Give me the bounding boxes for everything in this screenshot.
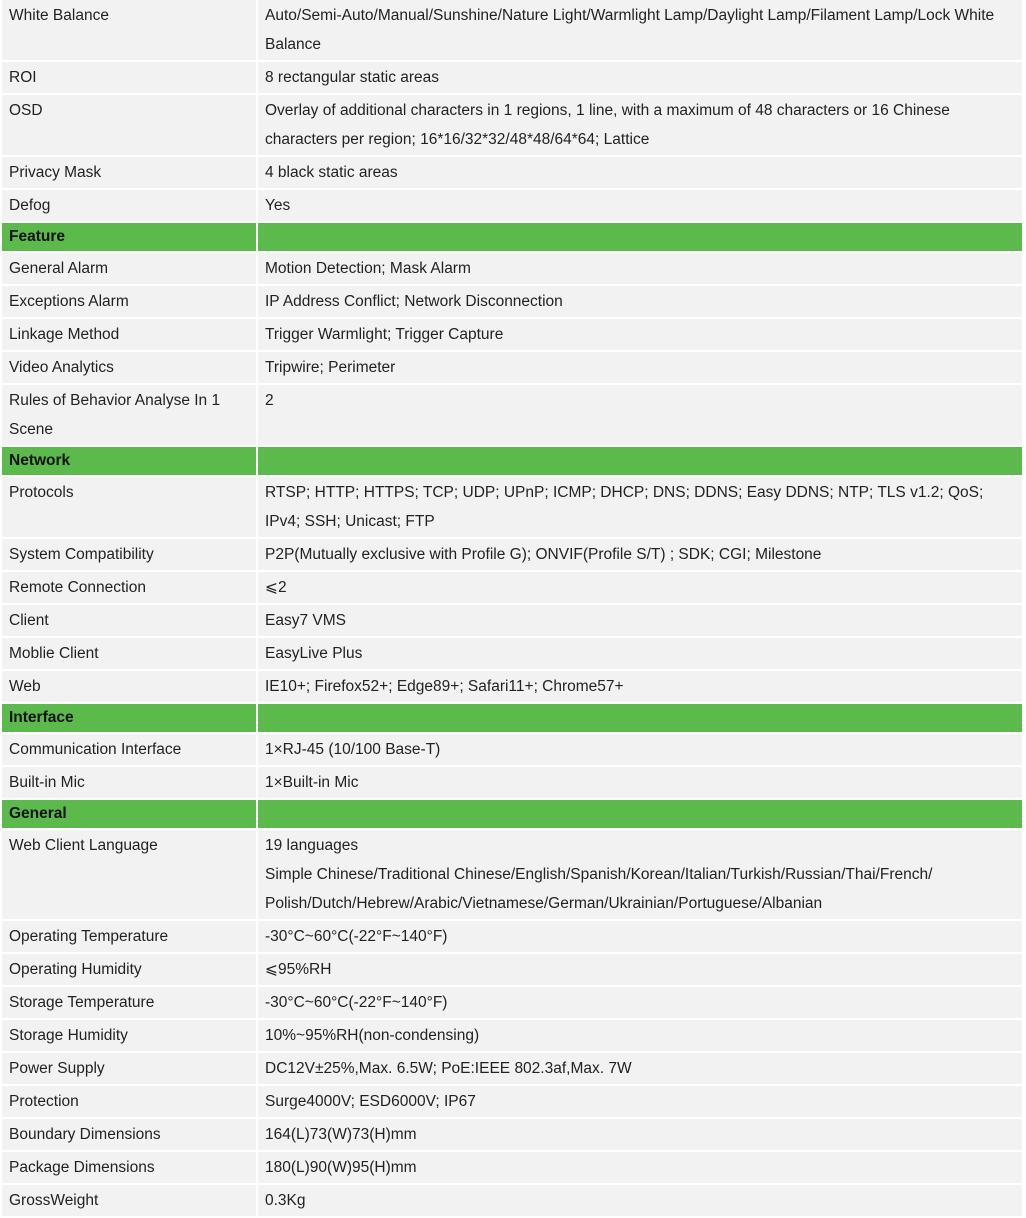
spec-value-text: 4 black static areas — [265, 164, 398, 181]
section-header-row — [2, 223, 1022, 251]
spec-value — [258, 477, 1022, 537]
spec-row — [2, 190, 1022, 221]
spec-row — [2, 319, 1022, 350]
spec-value-text: DC12V±25%,Max. 6.5W; PoE:IEEE 802.3af,Max. 7W — [265, 1060, 632, 1077]
spec-value-text: 180(L)90(W)95(H)mm — [265, 1159, 417, 1176]
spec-value — [258, 95, 1022, 155]
spec-value-text: 0.3Kg — [265, 1192, 306, 1209]
spec-label: Video Analytics — [2, 352, 258, 383]
spec-label: OSD — [2, 95, 258, 155]
spec-label: ROI — [2, 62, 258, 93]
spec-value — [258, 319, 1022, 350]
spec-value — [258, 0, 1022, 60]
spec-row — [2, 0, 1022, 60]
spec-label: Exceptions Alarm — [2, 286, 258, 317]
spec-value-text: Tripwire; Perimeter — [265, 359, 396, 376]
spec-value-text: P2P(Mutually exclusive with Profile G); ONVIF(Profile S/T) ; SDK; CGI; Milestone — [265, 546, 822, 563]
spec-value-text: Auto/Semi-Auto/Manual/Sunshine/Nature Light/Warmlight Lamp/Daylight Lamp/Filament Lamp/Lock White Balance — [265, 7, 995, 53]
spec-row — [2, 830, 1022, 919]
spec-value-text: Easy7 VMS — [265, 612, 346, 629]
section-title: General — [2, 800, 258, 828]
spec-value — [258, 734, 1022, 765]
spec-value-text: Trigger Warmlight; Trigger Capture — [265, 326, 504, 343]
spec-value — [258, 1152, 1022, 1183]
spec-label: Operating Temperature — [2, 921, 258, 952]
section-header-row — [2, 800, 1022, 828]
spec-value-text: IP Address Conflict; Network Disconnection — [265, 293, 563, 310]
spec-value — [258, 352, 1022, 383]
spec-value — [258, 830, 1022, 919]
spec-label: Protection — [2, 1086, 258, 1117]
spec-label: System Compatibility — [2, 539, 258, 570]
spec-row — [2, 1086, 1022, 1117]
section-title: Network — [2, 447, 258, 475]
spec-row — [2, 1020, 1022, 1051]
spec-row — [2, 95, 1022, 155]
section-header-filler — [258, 223, 1022, 251]
spec-label: Remote Connection — [2, 572, 258, 603]
spec-row — [2, 572, 1022, 603]
spec-label: Package Dimensions — [2, 1152, 258, 1183]
spec-label: Built-in Mic — [2, 767, 258, 798]
spec-value — [258, 671, 1022, 702]
spec-value — [258, 286, 1022, 317]
spec-row — [2, 477, 1022, 537]
section-header-filler — [258, 447, 1022, 475]
spec-value-text: 8 rectangular static areas — [265, 69, 440, 86]
spec-value-text: 10%~95%RH(non-condensing) — [265, 1027, 480, 1044]
spec-label: Defog — [2, 190, 258, 221]
spec-label: Power Supply — [2, 1053, 258, 1084]
spec-value — [258, 638, 1022, 669]
spec-label: Linkage Method — [2, 319, 258, 350]
spec-label: Operating Humidity — [2, 954, 258, 985]
spec-value — [258, 605, 1022, 636]
spec-value-text: ⩽95%RH — [265, 961, 332, 978]
spec-value — [258, 385, 1022, 445]
spec-value-text: RTSP; HTTP; HTTPS; TCP; UDP; UPnP; ICMP; DHCP; DNS; DDNS; Easy DDNS; NTP; TLS v1.2; QoS; IPv4; SSH; Unicast; FTP — [265, 484, 984, 530]
spec-value — [258, 767, 1022, 798]
section-header-filler — [258, 704, 1022, 732]
spec-row — [2, 987, 1022, 1018]
spec-label: Web — [2, 671, 258, 702]
spec-label: Moblie Client — [2, 638, 258, 669]
spec-value-line: Simple Chinese/Traditional Chinese/English/Spanish/Korean/Italian/Turkish/Russian/Thai/French/ — [265, 866, 933, 883]
spec-value-line: Polish/Dutch/Hebrew/Arabic/Vietnamese/German/Ukrainian/Portuguese/Albanian — [265, 895, 823, 912]
spec-label: Storage Temperature — [2, 987, 258, 1018]
section-header-row — [2, 704, 1022, 732]
spec-value — [258, 1053, 1022, 1084]
spec-value — [258, 1119, 1022, 1150]
spec-value — [258, 253, 1022, 284]
spec-value — [258, 954, 1022, 985]
spec-label: Web Client Language — [2, 830, 258, 919]
spec-value — [258, 539, 1022, 570]
spec-value-text: 1×Built-in Mic — [265, 774, 359, 791]
spec-row — [2, 352, 1022, 383]
spec-label: Protocols — [2, 477, 258, 537]
spec-row — [2, 1119, 1022, 1150]
spec-row — [2, 954, 1022, 985]
spec-label: Storage Humidity — [2, 1020, 258, 1051]
spec-label: Rules of Behavior Analyse In 1 Scene — [2, 385, 258, 445]
spec-label: GrossWeight — [2, 1185, 258, 1216]
spec-value-text: 2 — [265, 392, 274, 409]
spec-value — [258, 987, 1022, 1018]
spec-label: White Balance — [2, 0, 258, 60]
spec-value-text: -30°C~60°C(-22°F~140°F) — [265, 928, 448, 945]
spec-row — [2, 638, 1022, 669]
spec-label: Privacy Mask — [2, 157, 258, 188]
spec-row — [2, 734, 1022, 765]
spec-row — [2, 1152, 1022, 1183]
spec-value — [258, 1086, 1022, 1117]
spec-row — [2, 1053, 1022, 1084]
spec-value-text: 164(L)73(W)73(H)mm — [265, 1126, 417, 1143]
spec-value-text: ⩽2 — [265, 579, 287, 596]
spec-value-text: Surge4000V; ESD6000V; IP67 — [265, 1093, 476, 1110]
spec-row — [2, 1185, 1022, 1216]
section-header-filler — [258, 800, 1022, 828]
spec-value-text: 1×RJ-45 (10/100 Base-T) — [265, 741, 441, 758]
spec-value — [258, 1020, 1022, 1051]
spec-value — [258, 157, 1022, 188]
spec-value-text: 19 languages — [265, 837, 359, 854]
section-title: Feature — [2, 223, 258, 251]
spec-value — [258, 62, 1022, 93]
spec-value-text: -30°C~60°C(-22°F~140°F) — [265, 994, 448, 1011]
spec-row — [2, 286, 1022, 317]
section-header-row — [2, 447, 1022, 475]
spec-row — [2, 605, 1022, 636]
spec-value — [258, 1185, 1022, 1216]
spec-value — [258, 921, 1022, 952]
spec-row — [2, 539, 1022, 570]
spec-label: Boundary Dimensions — [2, 1119, 258, 1150]
spec-table-body — [2, 0, 1022, 1216]
spec-label: Communication Interface — [2, 734, 258, 765]
spec-row — [2, 385, 1022, 445]
spec-value-text: EasyLive Plus — [265, 645, 363, 662]
spec-value — [258, 190, 1022, 221]
spec-row — [2, 671, 1022, 702]
spec-row — [2, 253, 1022, 284]
spec-value-text: Overlay of additional characters in 1 regions, 1 line, with a maximum of 48 characters or 16 Chinese characters per region; 16*16/32*32/48*48/64*64; Lattice — [265, 102, 950, 148]
spec-row — [2, 157, 1022, 188]
section-title: Interface — [2, 704, 258, 732]
spec-row — [2, 921, 1022, 952]
spec-value-text: Yes — [265, 197, 291, 214]
spec-value-text: IE10+; Firefox52+; Edge89+; Safari11+; Chrome57+ — [265, 678, 624, 695]
spec-label: Client — [2, 605, 258, 636]
spec-row — [2, 767, 1022, 798]
spec-value — [258, 572, 1022, 603]
spec-table — [2, 0, 1022, 1218]
spec-value-text: Motion Detection; Mask Alarm — [265, 260, 471, 277]
spec-label: General Alarm — [2, 253, 258, 284]
spec-row — [2, 62, 1022, 93]
